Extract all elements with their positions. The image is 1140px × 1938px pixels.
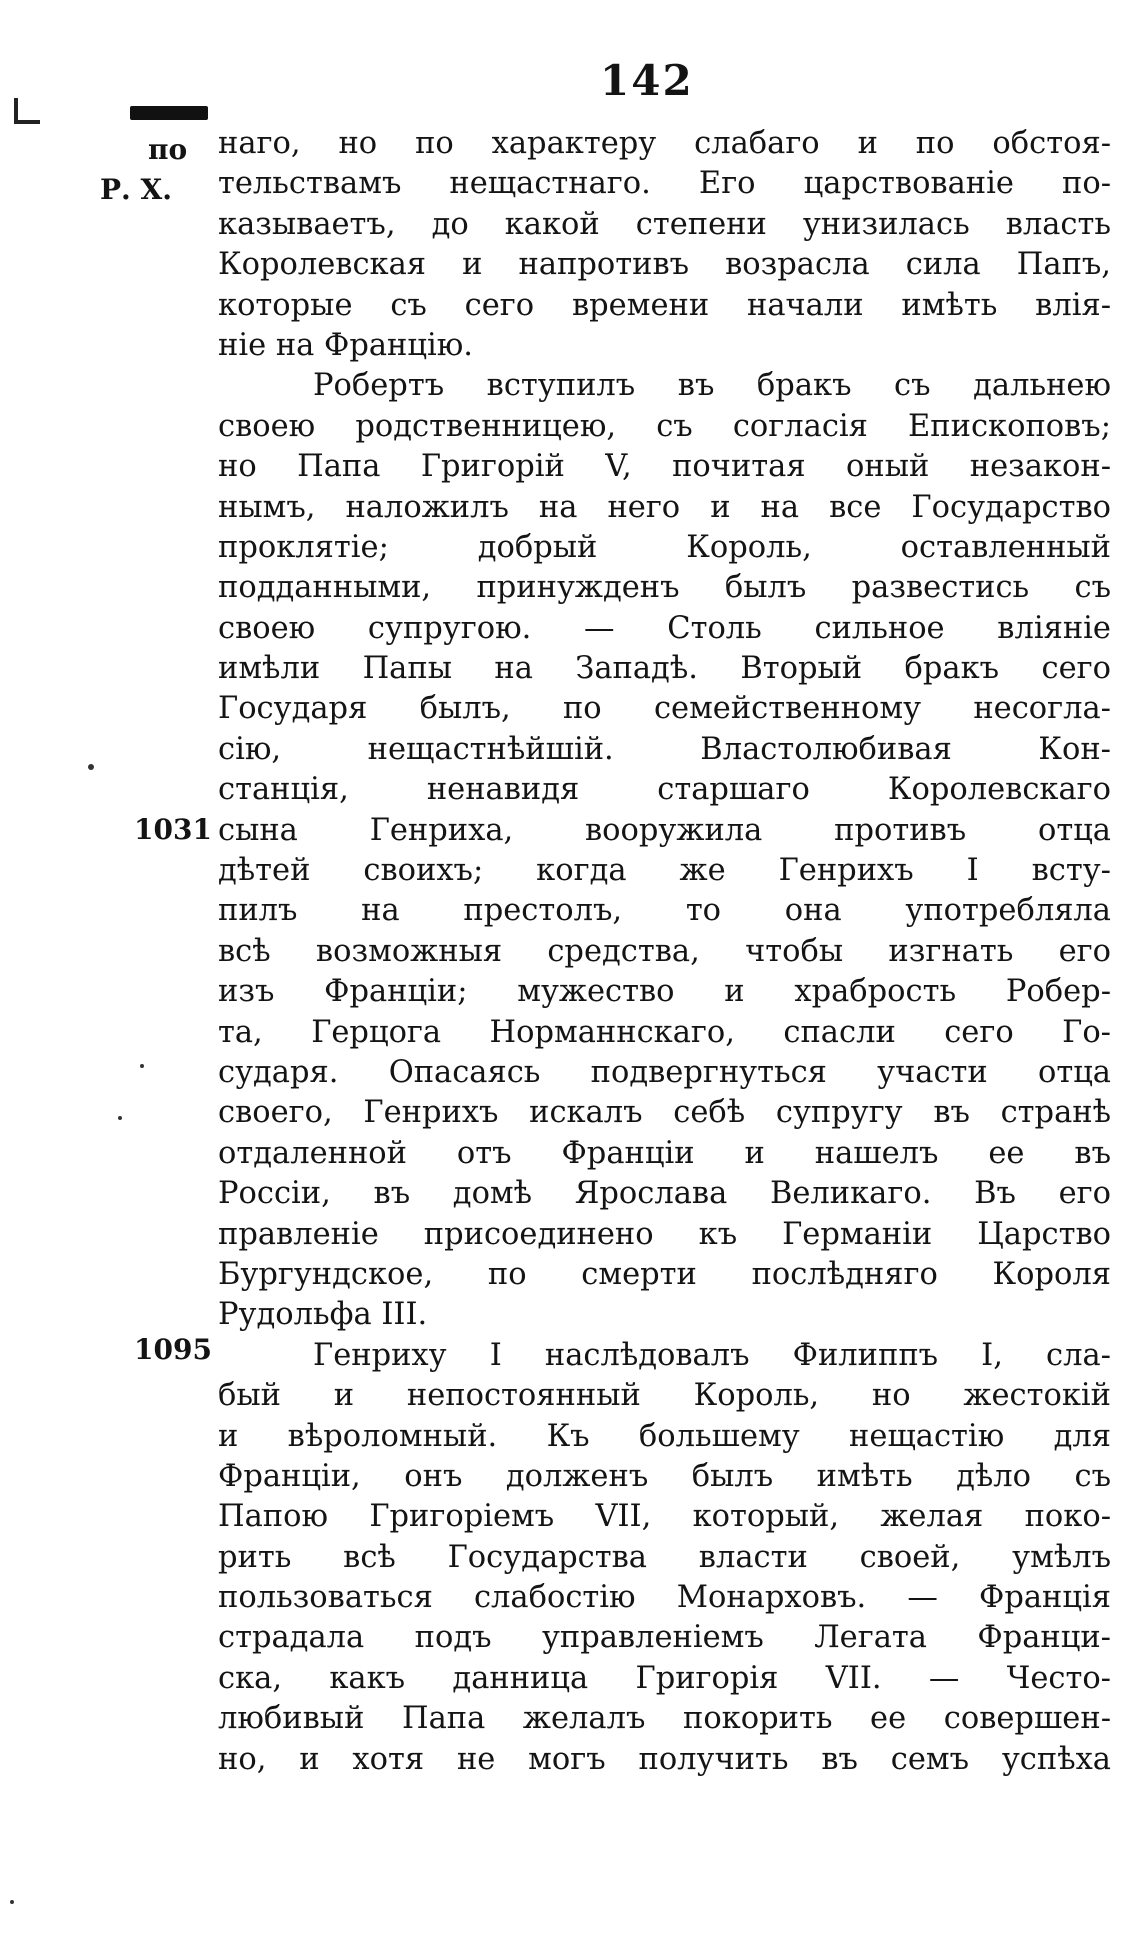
text-line: бый и непостоянный Король, но жестокій — [218, 1378, 1111, 1414]
text-line: Робертъ вступилъ въ бракъ съ дальнею — [313, 368, 1111, 404]
text-line: рить всѣ Государства власти своей, умѣлъ — [218, 1539, 1111, 1575]
text-line: подданными, принужденъ былъ развестись съ — [218, 570, 1111, 606]
text-line: Папою Григоріемъ VII, который, желая поко- — [218, 1499, 1111, 1535]
text-line: своею родственницею, съ согласія Епископовъ; — [218, 408, 1111, 444]
text-line: пользоваться слабостію Монарховъ. — Франція — [218, 1580, 1111, 1616]
text-line: своего, Генрихъ искалъ себѣ супругу въ странѣ — [218, 1095, 1111, 1131]
text-line: нымъ, наложилъ на него и на все Государство — [218, 489, 1111, 525]
page-number: 142 — [600, 56, 694, 105]
ink-speck — [140, 1064, 144, 1068]
margin-rule-mark — [130, 106, 208, 120]
text-line: Государя былъ, по семейственному несогла- — [218, 691, 1111, 727]
text-line: правленіе присоединено къ Германіи Царство — [218, 1216, 1111, 1252]
text-line: дѣтей своихъ; когда же Генрихъ I всту- — [218, 853, 1111, 889]
text-line: сію, нещастнѣйшій. Властолюбивая Кон- — [218, 731, 1111, 767]
text-line: пилъ на престолъ, то она употребляла — [218, 893, 1111, 929]
text-line: Королевская и напротивъ возрасла сила Папъ, — [218, 247, 1111, 283]
corner-print-mark — [14, 98, 40, 124]
text-line: но Папа Григорій V, почитая оный незакон- — [218, 449, 1111, 485]
margin-note-era-bottom: Р. Х. — [100, 173, 173, 206]
text-line: которые съ сего времени начали имѣть влія- — [218, 287, 1111, 323]
text-line: Франціи, онъ долженъ былъ имѣть дѣло съ — [218, 1458, 1111, 1494]
text-line: сына Генриха, вооружила противъ отца — [218, 812, 1111, 848]
text-line: Генриху I наслѣдовалъ Филиппъ I, сла- — [313, 1337, 1111, 1373]
text-line: но, и хотя не могъ получить въ семъ успѣха — [218, 1741, 1111, 1777]
ink-speck — [88, 764, 94, 770]
text-line: проклятіе; добрый Король, оставленный — [218, 529, 1111, 565]
text-line: любивый Папа желалъ покорить ее совершен- — [218, 1701, 1111, 1737]
margin-note-year-1031: 1031 — [134, 813, 212, 846]
text-line: тельствамъ нещастнаго. Его царствованіе по- — [218, 166, 1111, 202]
text-line: та, Герцога Норманнскаго, спасли сего Го- — [218, 1014, 1111, 1050]
text-line: наго, но по характеру слабаго и по обстоя- — [218, 126, 1111, 161]
margin-note-era-top: по — [148, 133, 188, 166]
text-line: своею супругою. — Столь сильное вліяніе — [218, 610, 1111, 646]
body-text — [218, 124, 1111, 1780]
text-line: отдаленной отъ Франціи и нашелъ ее въ — [218, 1135, 1111, 1171]
text-line: Россіи, въ домѣ Ярослава Великаго. Въ его — [218, 1176, 1111, 1212]
margin-note-year-1095: 1095 — [134, 1333, 212, 1366]
text-line: имѣли Папы на Западѣ. Вторый бракъ сего — [218, 651, 1111, 687]
text-line: страдала подъ управленіемъ Легата Франци- — [218, 1620, 1111, 1656]
text-line: изъ Франціи; мужество и храбрость Робер- — [218, 974, 1111, 1010]
text-line: ска, какъ данница Григорія VII. — Често- — [218, 1660, 1111, 1696]
text-line: сударя. Опасаясь подвергнуться участи отца — [218, 1054, 1111, 1090]
text-line: казываетъ, до какой степени унизилась власть — [218, 206, 1111, 242]
ink-speck — [118, 1116, 122, 1120]
text-line: и вѣроломный. Къ большему нещастію для — [218, 1418, 1111, 1454]
text-line: станція, ненавидя старшаго Королевскаго — [218, 772, 1111, 808]
ink-speck — [10, 1900, 14, 1904]
text-line: Бургундское, по смерти послѣдняго Короля — [218, 1256, 1111, 1292]
text-line: всѣ возможныя средства, чтобы изгнать его — [218, 933, 1111, 969]
text-line: Рудольфа III. — [218, 1297, 428, 1333]
text-line: ніе на Францію. — [218, 327, 474, 363]
